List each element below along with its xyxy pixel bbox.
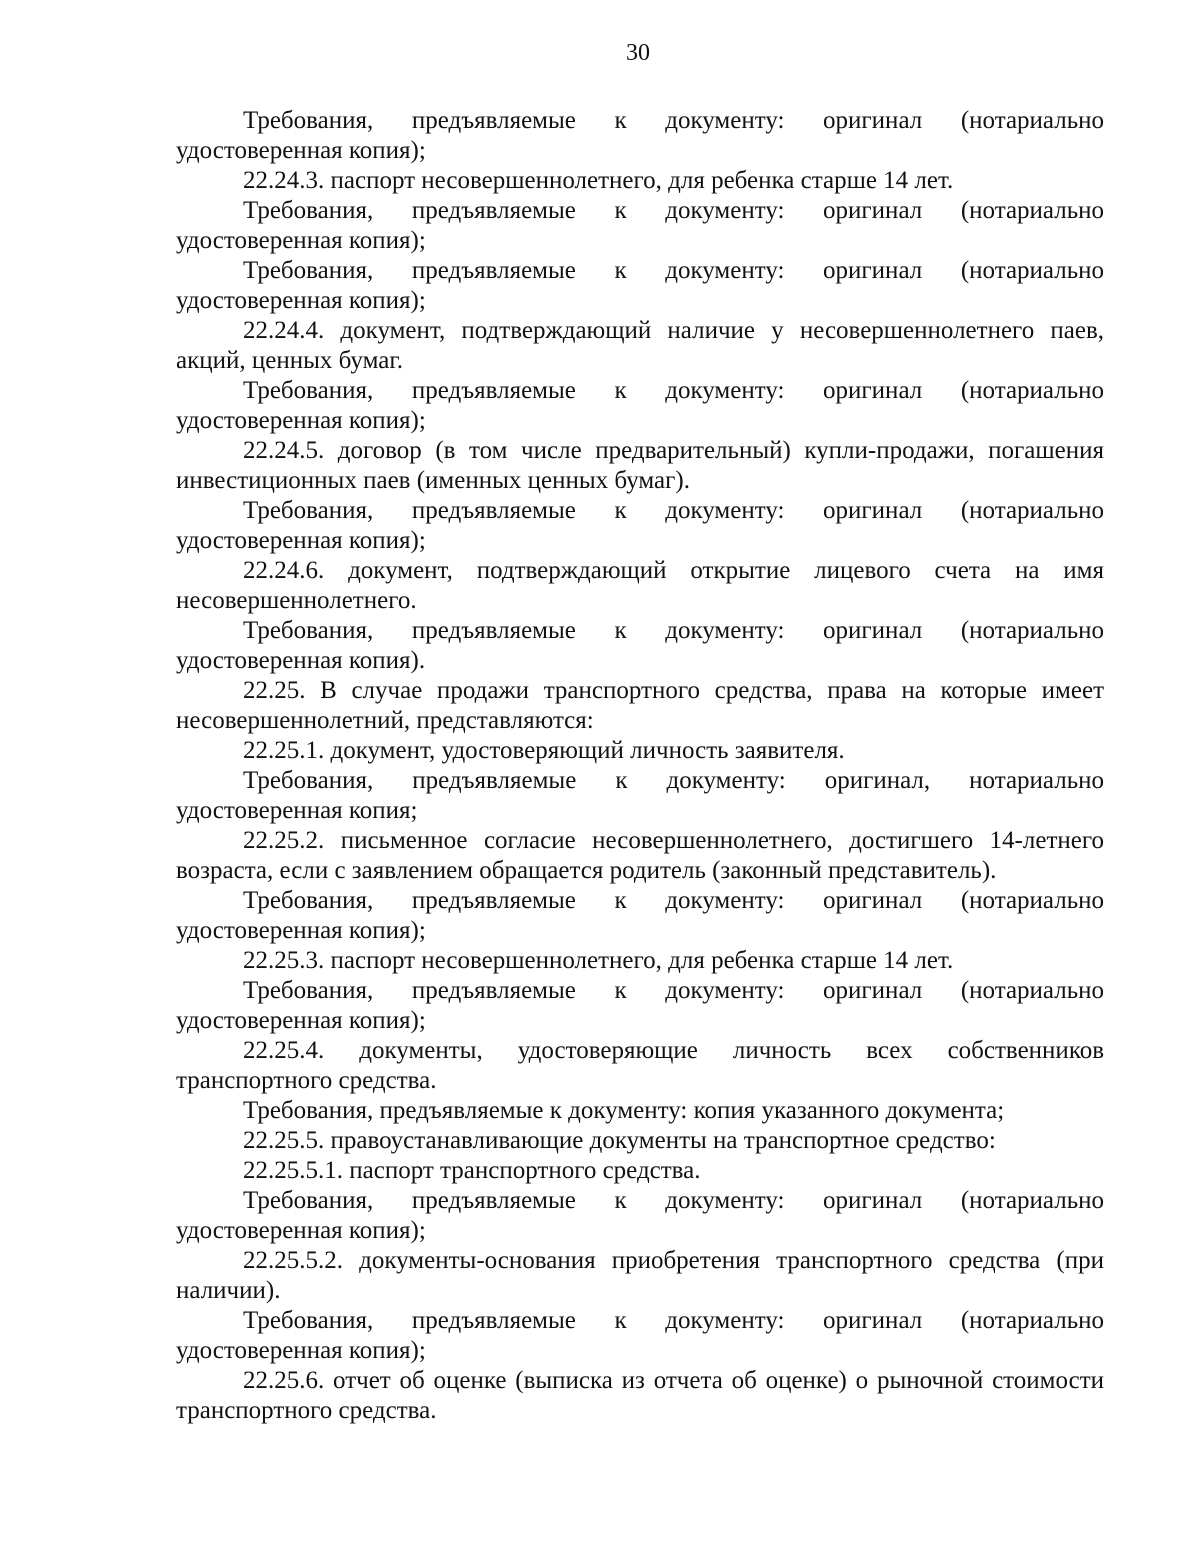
paragraph: 22.25.3. паспорт несовершеннолетнего, для ребенка старше 14 лет. [243, 947, 954, 974]
paragraph: Требования, предъявляемые к документу: оригинал (нотариально удостоверенная копия); [176, 107, 1104, 164]
paragraph: Требования, предъявляемые к документу: оригинал (нотариально удостоверенная копия); [176, 887, 1104, 944]
paragraph: 22.24.6. документ, подтверждающий открытие лицевого счета на имя несовершеннолетнего. [176, 557, 1104, 614]
paragraph: Требования, предъявляемые к документу: оригинал (нотариально удостоверенная копия); [176, 1187, 1104, 1244]
paragraph: Требования, предъявляемые к документу: оригинал (нотариально удостоверенная копия); [176, 497, 1104, 554]
paragraph: 22.24.3. паспорт несовершеннолетнего, для ребенка старше 14 лет. [243, 167, 954, 194]
paragraph: 22.25.1. документ, удостоверяющий личность заявителя. [243, 737, 845, 764]
paragraph: 22.25.4. документы, удостоверяющие личность всех собственников транспортного средства. [176, 1037, 1104, 1094]
page-number: 30 [626, 40, 650, 66]
paragraph: 22.25.2. письменное согласие несовершеннолетнего, достигшего 14-летнего возраста, если с заявлением обращается родитель (законный представитель). [176, 827, 1104, 884]
paragraph: 22.25.5. правоустанавливающие документы на транспортное средство: [243, 1127, 996, 1154]
paragraph: Требования, предъявляемые к документу: оригинал (нотариально удостоверенная копия); [176, 377, 1104, 434]
paragraph: Требования, предъявляемые к документу: оригинал (нотариально удостоверенная копия); [176, 1307, 1104, 1364]
document-body [176, 106, 1104, 1426]
paragraph: 22.24.5. договор (в том числе предварительный) купли-продажи, погашения инвестиционных паев (именных ценных бумаг). [176, 437, 1104, 494]
paragraph: Требования, предъявляемые к документу: оригинал (нотариально удостоверенная копия); [176, 977, 1104, 1034]
paragraph: 22.25.5.1. паспорт транспортного средства. [243, 1157, 701, 1184]
paragraph: Требования, предъявляемые к документу: копия указанного документа; [243, 1097, 1005, 1124]
paragraph: 22.25. В случае продажи транспортного средства, права на которые имеет несовершеннолетний, представляются: [176, 677, 1104, 734]
paragraph: Требования, предъявляемые к документу: оригинал (нотариально удостоверенная копия). [176, 617, 1104, 674]
paragraph: 22.24.4. документ, подтверждающий наличие у несовершеннолетнего паев, акций, ценных бумаг. [176, 317, 1104, 374]
paragraph: Требования, предъявляемые к документу: оригинал (нотариально удостоверенная копия); [176, 197, 1104, 254]
paragraph: Требования, предъявляемые к документу: оригинал, нотариально удостоверенная копия; [176, 767, 1104, 824]
paragraph: 22.25.6. отчет об оценке (выписка из отчета об оценке) о рыночной стоимости транспортного средства. [176, 1367, 1104, 1424]
paragraph: Требования, предъявляемые к документу: оригинал (нотариально удостоверенная копия); [176, 257, 1104, 314]
paragraph: 22.25.5.2. документы-основания приобретения транспортного средства (при наличии). [176, 1247, 1104, 1304]
